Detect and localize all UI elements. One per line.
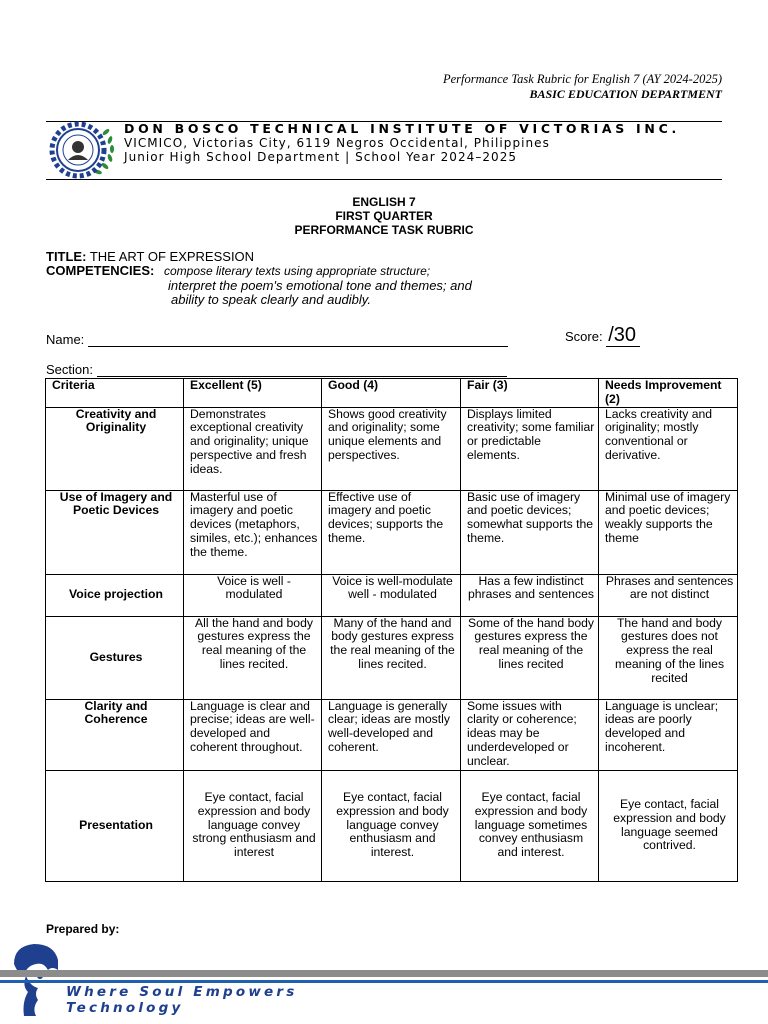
task-title-row — [46, 249, 254, 264]
task-title: THE ART OF EXPRESSION — [89, 249, 255, 264]
school-info — [124, 122, 680, 164]
title-label: TITLE: — [46, 249, 87, 264]
document-title — [0, 195, 768, 237]
rubric-cell: The hand and body gestures does not express the real meaning of the lines recited — [599, 616, 738, 699]
school-seal-icon — [48, 120, 116, 180]
rubric-cell: Language is generally clear; ideas are mostly well-developed and coherent. — [322, 699, 461, 770]
competencies-label: COMPETENCIES: — [46, 263, 155, 278]
rubric-row — [46, 770, 738, 881]
motto-line-1: Where Soul Empowers — [66, 984, 298, 1000]
header-excellent: Excellent (5) — [184, 379, 322, 408]
quarter-title: FIRST QUARTER — [335, 209, 433, 223]
header-fair: Fair (3) — [461, 379, 599, 408]
criterion-imagery: Use of Imagery and Poetic Devices — [46, 490, 184, 574]
school-motto — [66, 984, 297, 1016]
subject-title: ENGLISH 7 — [352, 195, 416, 209]
score-value: /30 — [606, 324, 640, 347]
rubric-cell: Basic use of imagery and poetic devices; somewhat supports the theme. — [461, 490, 599, 574]
header-needs-improvement: Needs Improvement (2) — [599, 379, 738, 408]
rubric-cell: Lacks creativity and originality; mostly conventional or derivative. — [599, 407, 738, 490]
rubric-cell: Eye contact, facial expression and body language sometimes convey enthusiasm and interest. — [461, 770, 599, 881]
rubric-title: PERFORMANCE TASK RUBRIC — [294, 223, 474, 237]
competencies-row — [46, 263, 430, 279]
name-field — [46, 332, 508, 347]
rubric-cell: Many of the hand and body gestures express the real meaning of the lines recited. — [322, 616, 461, 699]
rubric-row — [46, 407, 738, 490]
doc-reference: Performance Task Rubric for English 7 (AY 2024-2025) — [442, 72, 722, 86]
rubric-cell: Shows good creativity and originality; some unique elements and perspectives. — [322, 407, 461, 490]
score-field — [565, 324, 640, 347]
rubric-cell: Language is clear and precise; ideas are well-developed and coherent throughout. — [184, 699, 322, 770]
rubric-cell: Some issues with clarity or coherence; ideas may be underdeveloped or unclear. — [461, 699, 599, 770]
rubric-cell: Masterful use of imagery and poetic devices (metaphors, similes, etc.); enhances the theme. — [184, 490, 322, 574]
section-field — [46, 362, 507, 377]
rubric-cell: Eye contact, facial expression and body language seemed contrived. — [599, 770, 738, 881]
school-year: Junior High School Department | School Year 2024–2025 — [124, 150, 518, 164]
competency-3: ability to speak clearly and audibly. — [171, 292, 371, 307]
name-label: Name: — [46, 332, 85, 347]
prepared-by: Prepared by: — [46, 922, 120, 936]
rubric-cell: Voice is well - modulated — [184, 574, 322, 616]
rubric-row — [46, 574, 738, 616]
competency-1: compose literary texts using appropriate structure; — [163, 264, 431, 278]
rubric-cell: Displays limited creativity; some familiar or predictable elements. — [461, 407, 599, 490]
rubric-cell: Phrases and sentences are not distinct — [599, 574, 738, 616]
rubric-cell: Has a few indistinct phrases and sentences — [461, 574, 599, 616]
rubric-row — [46, 616, 738, 699]
rubric-table — [45, 378, 738, 882]
header-rule-bottom — [46, 179, 722, 180]
rubric-header-row — [46, 379, 738, 408]
header-good: Good (4) — [322, 379, 461, 408]
rubric-cell: Effective use of imagery and poetic devices; supports the theme. — [322, 490, 461, 574]
criterion-creativity: Creativity and Originality — [46, 407, 184, 490]
rubric-cell: Eye contact, facial expression and body language convey strong enthusiasm and interest — [184, 770, 322, 881]
criterion-voice-projection: Voice projection — [46, 574, 184, 616]
rubric-cell: Demonstrates exceptional creativity and originality; unique perspective and fresh ideas. — [184, 407, 322, 490]
motto-line-2: Technology — [66, 1000, 184, 1016]
section-label: Section: — [46, 362, 93, 377]
header-criteria: Criteria — [46, 379, 184, 408]
rubric-cell: All the hand and body gestures express the real meaning of the lines recited. — [184, 616, 322, 699]
founder-silhouette-icon — [8, 942, 64, 1016]
name-blank[interactable] — [88, 346, 508, 347]
rubric-cell: Language is unclear; ideas are poorly developed and incoherent. — [599, 699, 738, 770]
footer-bar-blue — [0, 980, 768, 983]
rubric-cell: Voice is well-modulate well - modulated — [322, 574, 461, 616]
score-label: Score: — [565, 329, 603, 344]
rubric-cell: Some of the hand body gestures express the real meaning of the lines recited — [461, 616, 599, 699]
school-address: VICMICO, Victorias City, 6119 Negros Occidental, Philippines — [124, 136, 550, 150]
rubric-row — [46, 490, 738, 574]
criterion-clarity: Clarity and Coherence — [46, 699, 184, 770]
rubric-cell: Minimal use of imagery and poetic devices; weakly supports the theme — [599, 490, 738, 574]
document-header — [443, 72, 722, 102]
school-name: DON BOSCO TECHNICAL INSTITUTE OF VICTORIAS INC. — [124, 121, 680, 136]
footer-bar-gray — [0, 970, 768, 977]
criterion-gestures: Gestures — [46, 616, 184, 699]
competency-2: interpret the poem's emotional tone and themes; and — [168, 278, 472, 293]
rubric-row — [46, 699, 738, 770]
department-name: BASIC EDUCATION DEPARTMENT — [529, 87, 722, 101]
rubric-cell: Eye contact, facial expression and body language convey enthusiasm and interest. — [322, 770, 461, 881]
section-blank[interactable] — [97, 376, 507, 377]
criterion-presentation: Presentation — [46, 770, 184, 881]
